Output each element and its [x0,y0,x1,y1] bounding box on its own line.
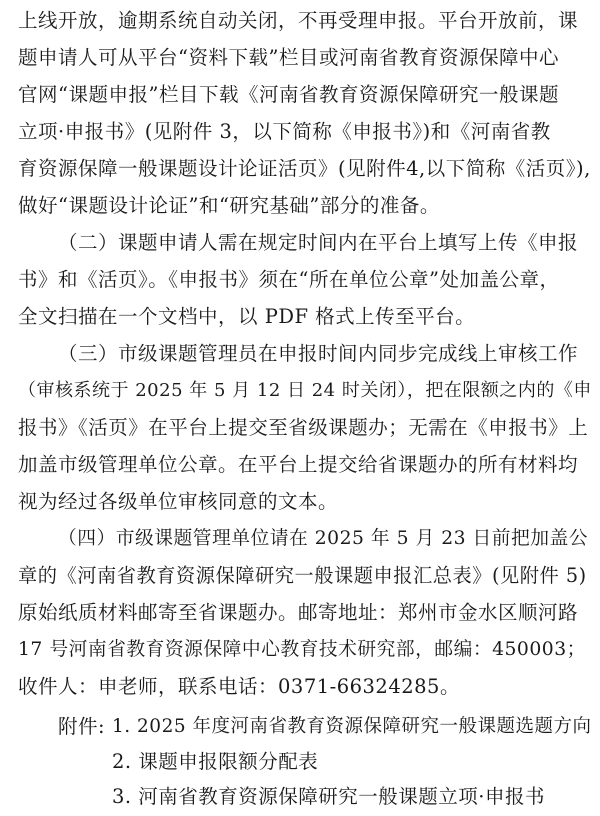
paragraph-line: （审核系统于 2025 年 5 月 12 日 24 时关闭），把在限额之内的《申 [18,380,592,401]
paragraph-line: 报书》《活页》在平台上提交至省级课题办；无需在《申报书》上 [18,416,589,439]
paragraph-line: 育资源保障一般课题设计论证活页》(见附件4,以下简称《活页》), [18,157,591,180]
paragraph-line: 官网“课题申报”栏目下载《河南省教育资源保障研究一般课题 [18,83,559,106]
paragraph-line: 原始纸质材料邮寄至省课题办。邮寄地址：郑州市金水区顺河路 [18,601,579,624]
section-four-first-line: （四）市级课题管理单位请在 2025 年 5 月 23 日前把加盖公 [58,528,589,549]
paragraph-line: 17 号河南省教育资源保障中心教育技术研究部，邮编：450003； [18,639,586,660]
paragraph-line: 加盖市级管理单位公章。在平台上提交给省课题办的所有材料均 [18,453,579,476]
section-two-first-line: （二）课题申请人需在规定时间内在平台上填写上传《申报 [58,231,579,254]
attachment-item-2: 2. 课题申报限额分配表 [112,750,319,773]
attachment-item-1: 1. 2025 年度河南省教育资源保障研究一般课题选题方向 [112,716,592,737]
paragraph-line: 视为经过各级单位审核同意的文本。 [18,490,339,513]
paragraph-line: 做好“课题设计论证”和“研究基础”部分的准备。 [18,194,440,217]
paragraph-line: 全文扫描在一个文档中，以 PDF 格式上传至平台。 [18,305,476,328]
paragraph-line: 收件人：申老师，联系电话：0371-66324285。 [18,675,460,698]
paragraph-line: 上线开放，逾期系统自动关闭，不再受理申报。平台开放前，课 [18,9,579,32]
section-three-first-line: （三）市级课题管理员在申报时间内同步完成线上审核工作 [58,342,579,365]
paragraph-line: 书》和《活页》。《申报书》须在“所在单位公章”处加盖公章， [18,268,560,291]
paragraph-line: 章的《河南省教育资源保障研究一般课题申报汇总表》(见附件 5) [18,564,587,587]
paragraph-line: 题申请人可从平台“资料下载”栏目或河南省教育资源保障中心 [18,46,559,69]
paragraph-line: 立项·申报书》(见附件 3，以下简称《申报书》)和《河南省教 [18,120,551,143]
attachments-label: 附件: [58,715,106,738]
attachment-item-3: 3. 河南省教育资源保障研究一般课题立项·申报书 [112,785,546,808]
